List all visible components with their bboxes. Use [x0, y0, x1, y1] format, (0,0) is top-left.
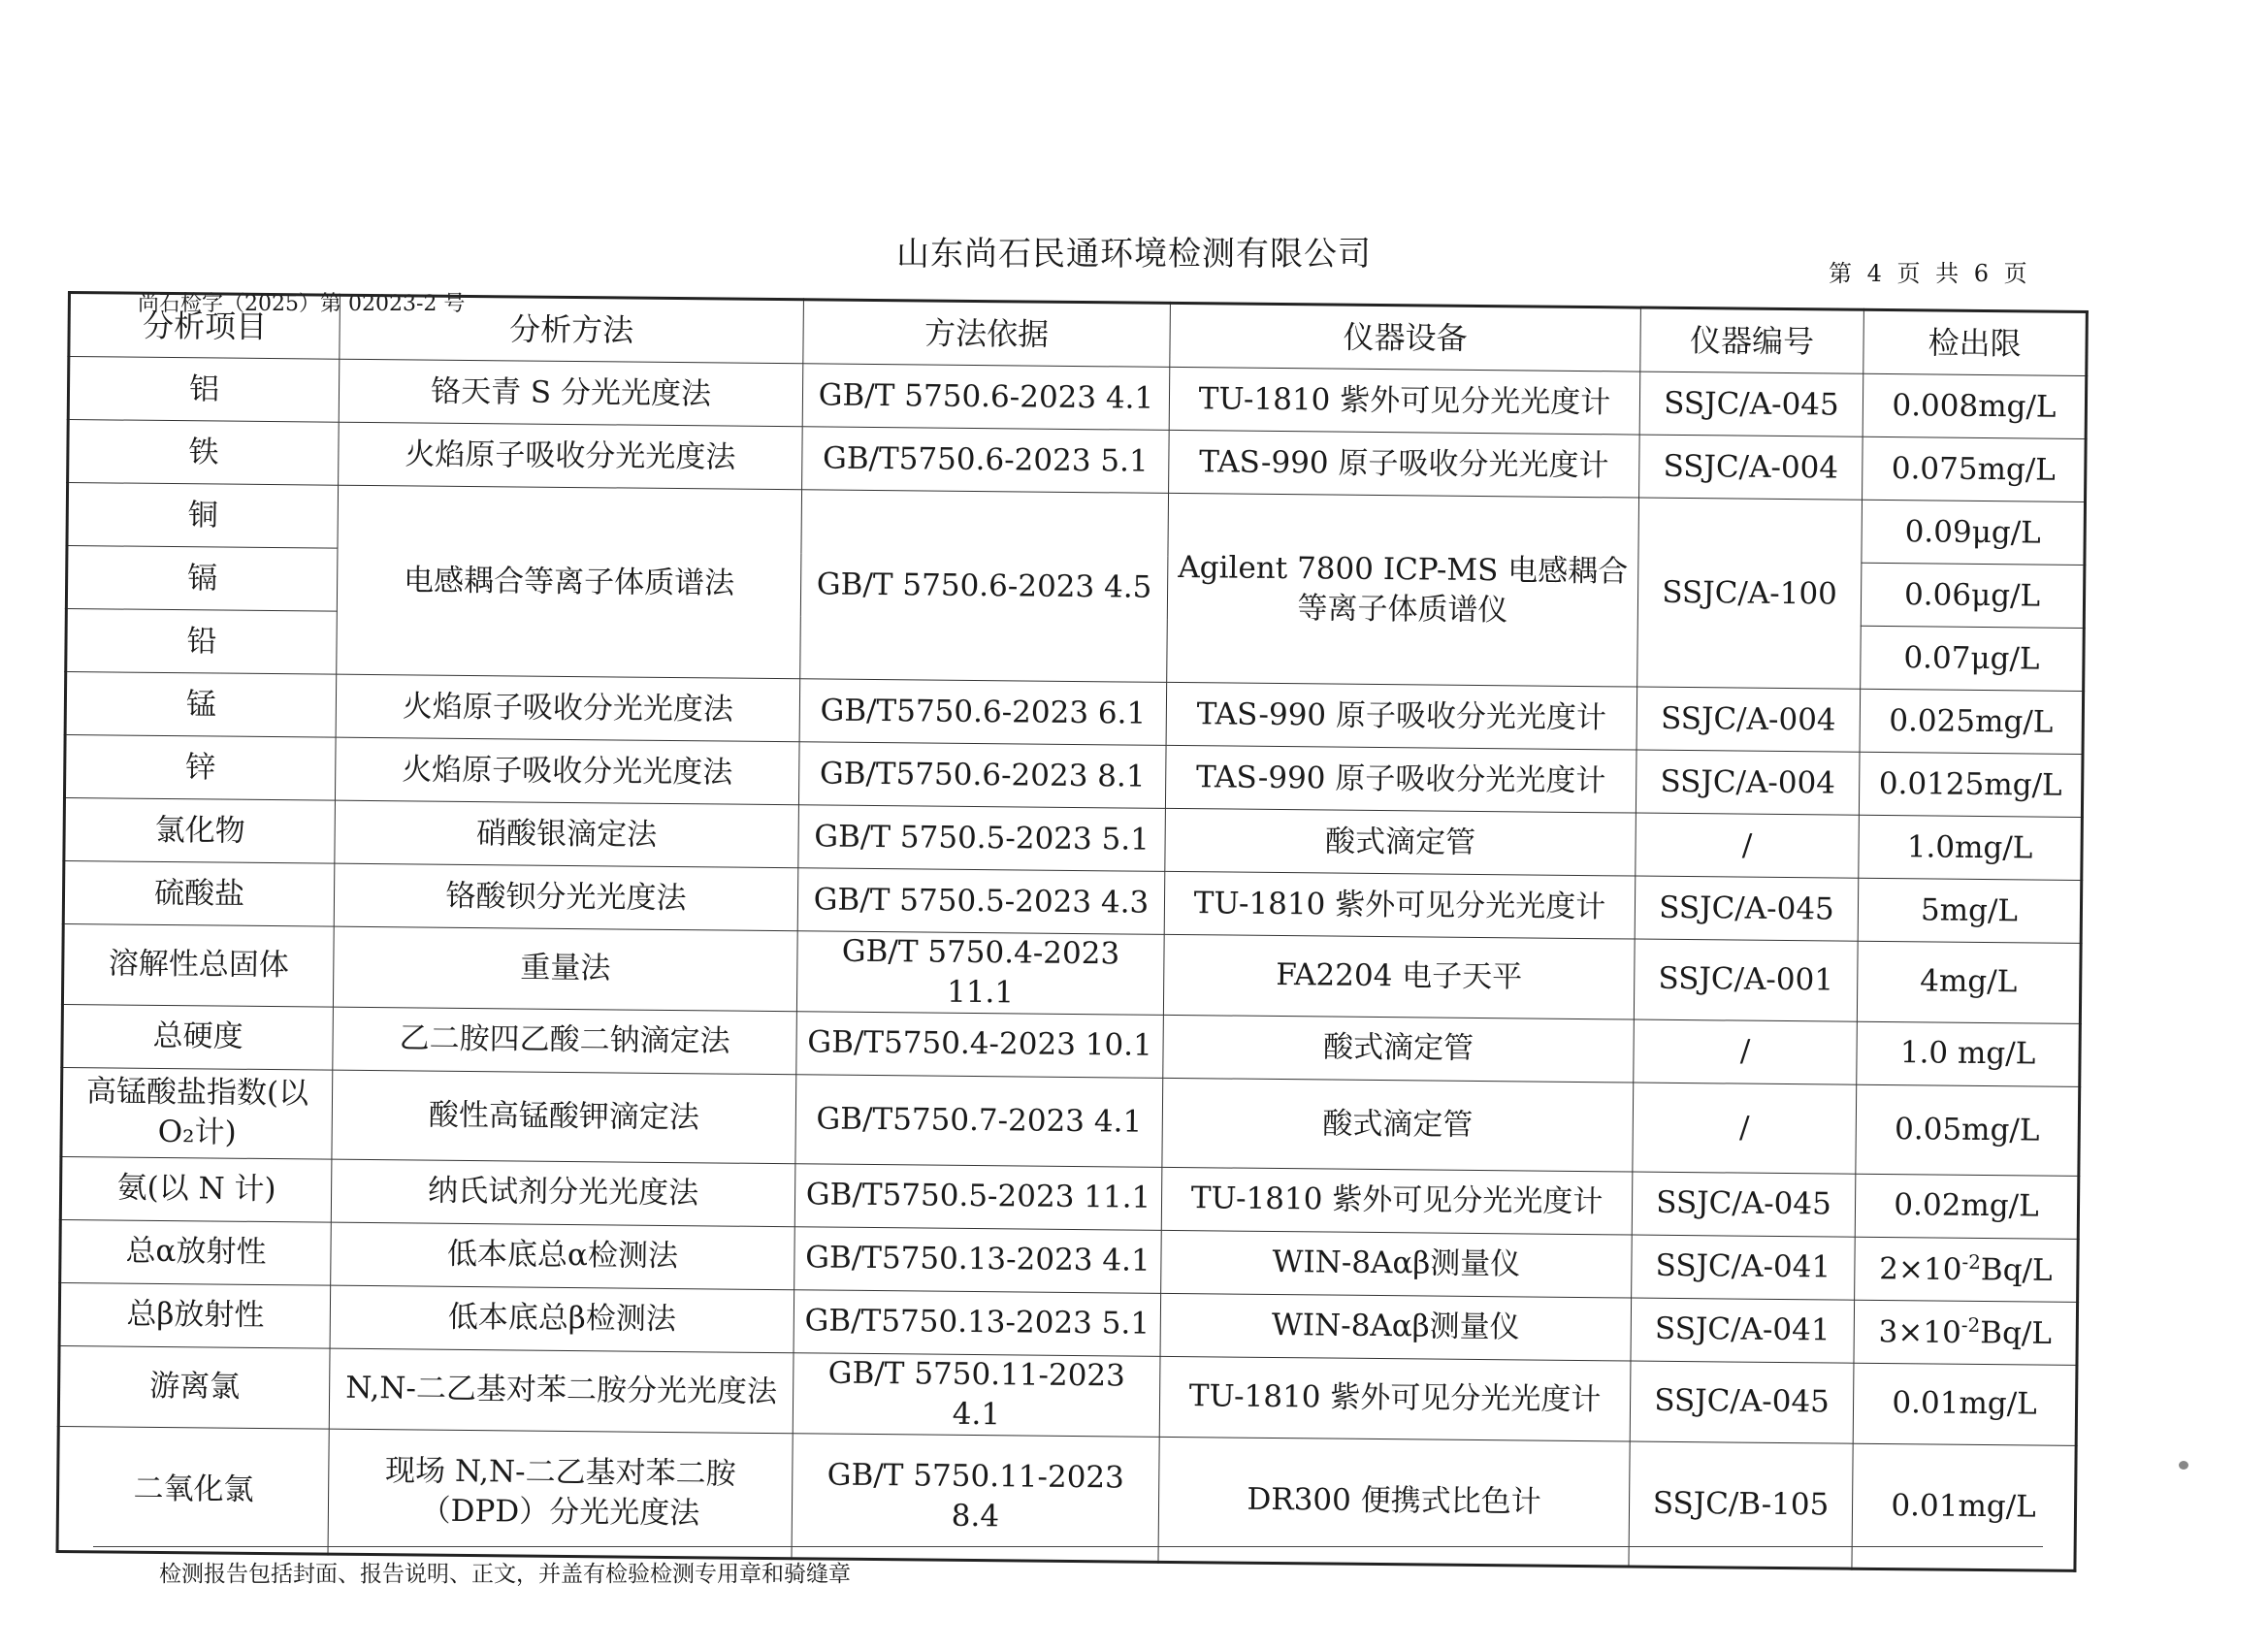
cell-method: 铬天青 S 分光光度法	[339, 359, 803, 427]
cell-instrument: FA2204 电子天平	[1163, 934, 1635, 1018]
cell-item: 铜	[67, 483, 339, 549]
cell-item: 镉	[66, 546, 338, 612]
analysis-methods-table	[56, 291, 2086, 1562]
cell-code: /	[1634, 1019, 1858, 1084]
cell-code: SSJC/B-105	[1629, 1441, 1853, 1568]
cell-limit: 0.01mg/L	[1853, 1363, 2077, 1445]
cell-method: 重量法	[333, 926, 797, 1011]
cell-method: 酸性高锰酸钾滴定法	[332, 1070, 796, 1164]
cell-item: 高锰酸盐指数(以O₂计)	[61, 1067, 333, 1159]
cell-basis: GB/T5750.4-2023 10.1	[796, 1012, 1164, 1079]
cell-item: 氨(以 N 计)	[60, 1156, 332, 1222]
cell-code: SSJC/A-045	[1639, 372, 1863, 436]
cell-method: 电感耦合等离子体质谱法	[337, 485, 802, 679]
cell-basis: GB/T 5750.4-2023 11.1	[796, 931, 1164, 1015]
cell-method: 硝酸银滴定法	[335, 800, 799, 868]
cell-limit: 5mg/L	[1858, 878, 2082, 943]
cell-item: 铅	[66, 608, 338, 674]
cell-item: 锌	[64, 734, 336, 800]
cell-item: 硫酸盐	[63, 860, 335, 926]
cell-code: /	[1636, 813, 1860, 878]
cell-basis: GB/T 5750.6-2023 4.1	[802, 364, 1170, 431]
cell-method: 火焰原子吸收分光光度法	[339, 422, 803, 490]
cell-code: SSJC/A-045	[1635, 876, 1859, 941]
footer-divider	[93, 1546, 2043, 1547]
cell-instrument: 酸式滴定管	[1165, 808, 1636, 876]
cell-instrument: TAS-990 原子吸收分光光度计	[1165, 745, 1636, 813]
cell-basis: GB/T5750.7-2023 4.1	[795, 1075, 1163, 1168]
cell-limit: 0.0125mg/L	[1859, 752, 2083, 817]
cell-basis: GB/T5750.6-2023 8.1	[798, 742, 1166, 809]
cell-basis: GB/T5750.6-2023 5.1	[802, 427, 1170, 494]
cell-limit	[1854, 1300, 2078, 1365]
cell-limit: 1.0 mg/L	[1857, 1021, 2081, 1086]
cell-item: 锰	[65, 671, 337, 737]
cell-basis: GB/T5750.13-2023 5.1	[794, 1290, 1161, 1357]
cell-item: 二氧化氯	[57, 1426, 329, 1554]
cell-instrument: 酸式滴定管	[1163, 1015, 1635, 1083]
cell-code: SSJC/A-045	[1630, 1361, 1854, 1443]
cell-code: /	[1633, 1083, 1857, 1174]
footer-note: 检测报告包括封面、报告说明、正文，并盖有检验检测专用章和骑缝章	[159, 1562, 851, 1587]
cell-instrument: WIN-8Aαβ测量仪	[1160, 1293, 1632, 1361]
cell-basis: GB/T5750.6-2023 6.1	[799, 679, 1167, 746]
limit-unit: Bq/L	[1980, 1251, 2053, 1288]
cell-limit: 0.05mg/L	[1856, 1084, 2080, 1176]
cell-code: SSJC/A-100	[1637, 498, 1863, 689]
cell-item: 溶解性总固体	[62, 923, 334, 1006]
cell-method: 火焰原子吸收分光光度法	[335, 737, 799, 805]
cell-limit: 0.06μg/L	[1861, 563, 2085, 628]
cell-instrument: Agilent 7800 ICP-MS 电感耦合等离子体质谱仪	[1167, 493, 1639, 687]
limit-base: 2×10	[1879, 1250, 1962, 1287]
cell-basis: GB/T5750.13-2023 4.1	[794, 1227, 1162, 1294]
header-basis: 方法依据	[803, 300, 1171, 368]
cell-limit: 0.01mg/L	[1852, 1443, 2076, 1570]
cell-limit: 4mg/L	[1857, 941, 2081, 1023]
cell-instrument: TAS-990 原子吸收分光光度计	[1169, 430, 1640, 498]
limit-base: 3×10	[1878, 1313, 1961, 1350]
methods-grid	[56, 291, 2089, 1572]
cell-method: N,N-二乙基对苯二胺分光光度法	[329, 1348, 794, 1433]
cell-item: 总β放射性	[59, 1282, 331, 1348]
limit-exponent: -2	[1960, 1312, 1981, 1337]
header-code: 仪器编号	[1640, 307, 1864, 373]
cell-method: 铬酸钡分光光度法	[334, 863, 798, 931]
cell-method: 低本底总α检测法	[331, 1222, 795, 1290]
header-item: 分析项目	[69, 293, 340, 360]
cell-method: 纳氏试剂分光光度法	[331, 1159, 795, 1227]
cell-item: 游离氯	[58, 1345, 330, 1428]
cell-limit	[1855, 1237, 2079, 1302]
company-name: 山东尚石民通环境检测有限公司	[896, 235, 1372, 274]
cell-basis: GB/T 5750.6-2023 4.5	[800, 490, 1169, 683]
page-number: 第 4 页 共 6 页	[1829, 260, 2031, 287]
cell-instrument: TU-1810 紫外可见分光光度计	[1161, 1167, 1633, 1235]
cell-item: 氯化物	[64, 797, 336, 863]
cell-method: 火焰原子吸收分光光度法	[336, 674, 800, 742]
limit-exponent: -2	[1961, 1249, 1982, 1274]
cell-code: SSJC/A-041	[1632, 1235, 1856, 1300]
scan-speck	[2179, 1461, 2188, 1470]
cell-basis: GB/T 5750.5-2023 4.3	[797, 868, 1165, 935]
cell-item: 铁	[68, 420, 340, 486]
report-number: 尚石检字（2025）第 02023-2 号	[138, 292, 466, 316]
cell-instrument: TU-1810 紫外可见分光光度计	[1159, 1356, 1631, 1440]
header-instrument: 仪器设备	[1170, 303, 1641, 372]
cell-basis: GB/T5750.5-2023 11.1	[794, 1164, 1162, 1231]
cell-code: SSJC/A-041	[1631, 1298, 1855, 1363]
cell-instrument: TU-1810 紫外可见分光光度计	[1169, 367, 1640, 435]
cell-limit: 0.025mg/L	[1860, 689, 2084, 754]
cell-method: 现场 N,N-二乙基对苯二胺（DPD）分光光度法	[328, 1429, 793, 1559]
cell-basis: GB/T 5750.5-2023 5.1	[798, 805, 1166, 872]
cell-limit: 0.075mg/L	[1863, 436, 2087, 501]
cell-instrument: DR300 便携式比色计	[1158, 1437, 1630, 1567]
cell-item: 总硬度	[62, 1004, 334, 1070]
cell-method: 乙二胺四乙酸二钠滴定法	[333, 1007, 797, 1075]
cell-limit: 1.0mg/L	[1859, 815, 2083, 880]
cell-limit: 0.07μg/L	[1861, 626, 2085, 691]
header-method: 分析方法	[340, 295, 804, 364]
cell-limit: 0.02mg/L	[1855, 1174, 2079, 1239]
cell-code: SSJC/A-004	[1639, 435, 1863, 500]
cell-item: 总α放射性	[60, 1219, 332, 1285]
cell-item: 铝	[68, 357, 340, 423]
cell-instrument: WIN-8Aαβ测量仪	[1161, 1230, 1633, 1298]
cell-code: SSJC/A-001	[1634, 939, 1858, 1021]
cell-instrument: 酸式滴定管	[1162, 1078, 1634, 1172]
cell-instrument: TAS-990 原子吸收分光光度计	[1166, 682, 1637, 750]
cell-basis: GB/T 5750.11-2023 4.1	[793, 1353, 1160, 1437]
cell-code: SSJC/A-004	[1636, 687, 1861, 752]
cell-limit: 0.008mg/L	[1863, 373, 2087, 438]
cell-method: 低本底总β检测法	[330, 1285, 794, 1353]
limit-unit: Bq/L	[1980, 1314, 2053, 1351]
cell-code: SSJC/A-004	[1636, 750, 1860, 815]
cell-code: SSJC/A-045	[1632, 1172, 1856, 1237]
cell-instrument: TU-1810 紫外可见分光光度计	[1164, 871, 1636, 939]
cell-limit: 0.09μg/L	[1862, 500, 2086, 565]
table-row	[57, 1426, 2076, 1570]
header-limit: 检出限	[1863, 309, 2088, 375]
cell-basis: GB/T 5750.11-2023 8.4	[792, 1433, 1159, 1562]
